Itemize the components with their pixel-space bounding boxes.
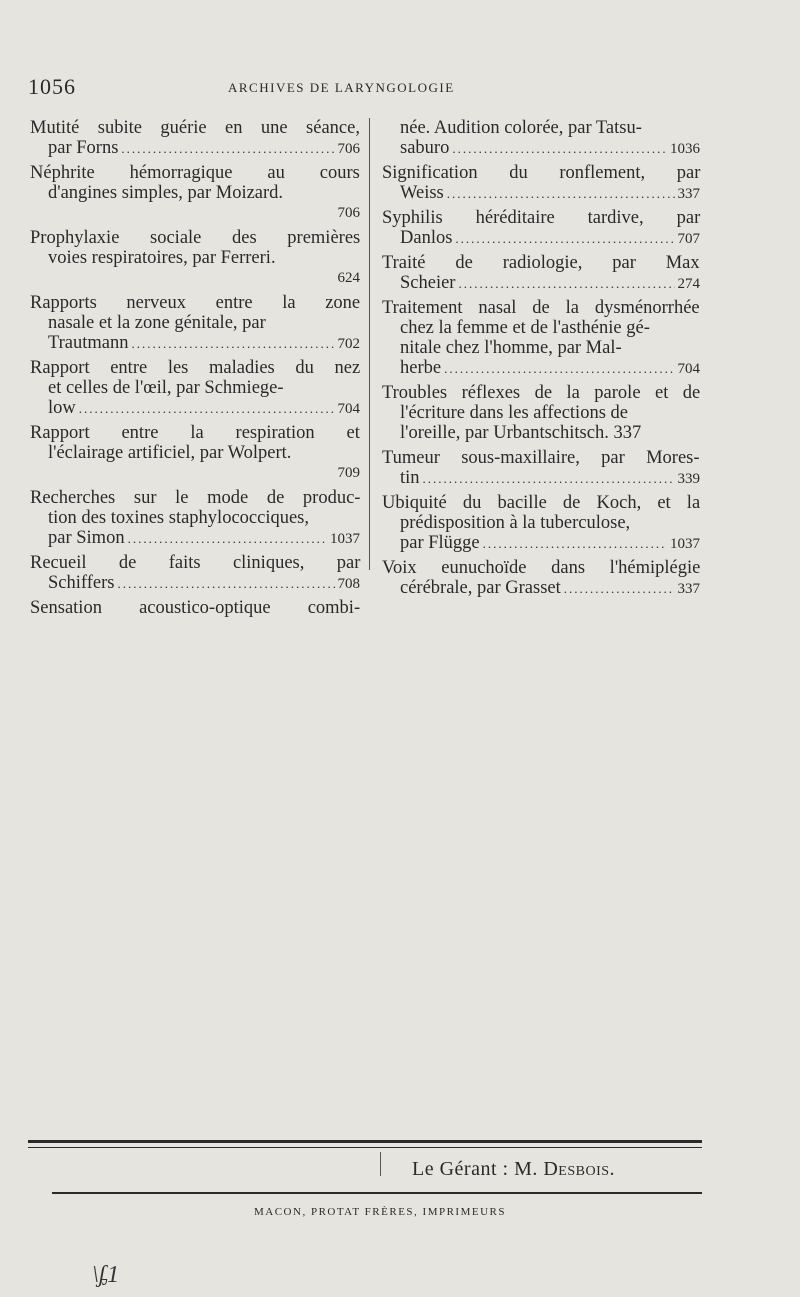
index-entry [30,118,360,158]
entry-text: Syphilis héréditaire tardive, par [382,208,701,228]
index-entry [30,228,360,288]
dot-leader [117,574,334,594]
entry-text: par Simon [48,528,125,548]
entry-line [30,598,360,618]
entry-text: prédisposition à la tuberculose, [400,513,631,533]
imprint-rule [52,1192,702,1194]
page-reference: 702 [337,336,360,352]
dot-leader [452,139,667,159]
entry-line [382,118,700,138]
dot-leader [444,359,674,379]
dot-leader [79,399,335,419]
entry-text: Danlos [400,228,453,248]
entry-text: Schiffers [48,573,115,593]
index-entry [30,488,360,548]
index-entry [30,358,360,418]
dot-leader [128,529,327,549]
entry-line [382,468,700,488]
page-reference: 624 [337,270,360,286]
index-entry [30,598,360,618]
entry-text: tion des toxines staphylococciques, [48,508,310,528]
entry-line [382,273,700,293]
gerant-prefix: Le Gérant : M. [412,1158,544,1180]
entry-line [30,358,360,378]
entry-line [30,378,360,398]
page-reference: 337 [677,186,700,202]
entry-line [382,138,700,158]
entry-text: Tumeur sous-maxillaire, par Mores- [382,448,700,468]
entry-text: voies respiratoires, par Ferreri. [48,248,276,268]
entry-text: d'angines simples, par Moizard. [48,183,284,203]
entry-text: Ubiquité du bacille de Koch, et la [382,493,701,513]
index-entry [30,293,360,353]
entry-line [382,533,700,553]
entry-text: Troubles réflexes de la parole et de [382,383,701,403]
entry-text: nitale chez l'homme, par Mal- [400,338,622,358]
gerant-line [412,1158,615,1181]
entry-text: Mutité subite guérie en une séance, [30,118,360,138]
index-column-left [30,118,360,623]
index-entry [30,423,360,483]
entry-text: herbe [400,358,442,378]
entry-line [382,403,700,423]
index-entry [382,298,700,378]
page-reference: 707 [677,231,700,247]
page-reference: 337 [677,581,700,597]
entry-text: Traitement nasal de la dysménorrhée [382,298,700,318]
page-number: 1056 [28,74,76,99]
entry-line [382,228,700,248]
entry-text: cérébrale, par Grasset [400,578,561,598]
page-reference: 1037 [330,531,360,547]
entry-line [30,333,360,353]
entry-line [382,358,700,378]
footer-rule-thick [28,1140,702,1143]
entry-text: tin [400,468,420,488]
entry-text: l'oreille, par Urbantschitsch. 337 [400,423,642,443]
index-entry [382,493,700,553]
entry-line [30,398,360,418]
entry-text: Weiss [400,183,444,203]
index-entry [382,163,700,203]
entry-line [382,253,700,273]
dot-leader [121,139,334,159]
entry-text: et celles de l'œil, par Schmiege- [48,378,284,398]
page-reference: 1036 [670,141,700,157]
entry-text: Traité de radiologie, par Max [382,253,700,273]
entry-line [382,423,700,443]
index-entry [382,208,700,248]
entry-line [30,268,360,288]
entry-text: par Flügge [400,533,480,553]
entry-line [30,508,360,528]
entry-line [382,338,700,358]
entry-text: Recueil de faits cliniques, par [30,553,361,573]
entry-line [30,423,360,443]
entry-line [382,578,700,598]
entry-line [382,298,700,318]
dot-leader [423,469,675,489]
dot-leader [455,229,674,249]
page-reference: 339 [677,471,700,487]
entry-line [382,448,700,468]
page-reference: 709 [337,465,360,481]
entry-line [30,443,360,463]
entry-line [382,183,700,203]
column-divider [369,118,370,570]
entry-line [382,513,700,533]
page-reference: 706 [337,141,360,157]
entry-line [30,228,360,248]
entry-line [30,488,360,508]
entry-line [30,553,360,573]
entry-text: l'écriture dans les affections de [400,403,628,423]
entry-line [30,463,360,483]
entry-line [382,493,700,513]
index-entry [382,118,700,158]
entry-line [30,293,360,313]
entry-text: Trautmann [48,333,129,353]
entry-line [382,558,700,578]
entry-text: née. Audition colorée, par Tatsu- [400,118,642,138]
entry-line [30,138,360,158]
entry-text: chez la femme et de l'asthénie gé- [400,318,650,338]
page-reference: 704 [677,361,700,377]
entry-text: low [48,398,76,418]
entry-text: Néphrite hémorragique au cours [30,163,360,183]
index-entry [382,253,700,293]
handwritten-mark: \ᶋ1 [92,1262,120,1288]
entry-line [30,248,360,268]
entry-text: l'éclairage artificiel, par Wolpert. [48,443,292,463]
entry-line [382,163,700,183]
entry-line [382,208,700,228]
index-entry [382,383,700,443]
index-entry [30,163,360,223]
entry-text: par Forns [48,138,119,158]
entry-text: Sensation acoustico-optique combi- [30,598,361,618]
entry-line [30,163,360,183]
page-reference: 708 [337,576,360,592]
index-entry [30,553,360,593]
entry-text: Signification du ronflement, par [382,163,701,183]
entry-text: Rapport entre la respiration et [30,423,360,443]
entry-line [30,573,360,593]
index-column-right [382,118,700,603]
dot-leader [447,184,675,204]
entry-line [30,183,360,203]
entry-line [30,203,360,223]
page-header [28,74,700,104]
footer-rule-thin [28,1147,702,1148]
entry-line [30,528,360,548]
dot-leader [483,534,667,554]
page-reference: 1037 [670,536,700,552]
page-reference: 704 [337,401,360,417]
entry-line [30,313,360,333]
imprint-line: MACON, PROTAT FRÈRES, IMPRIMEURS [254,1206,506,1218]
index-entry [382,558,700,598]
entry-line [382,383,700,403]
footer-rule-short [380,1152,381,1176]
dot-leader [132,334,335,354]
index-entry [382,448,700,488]
page-reference: 274 [677,276,700,292]
entry-text: Voix eunuchoïde dans l'hémiplégie [382,558,701,578]
entry-text: saburo [400,138,450,158]
gerant-name: Desbois. [543,1158,616,1180]
entry-text: Prophylaxie sociale des premières [30,228,361,248]
entry-text: Recherches sur le mode de produc- [30,488,361,508]
entry-text: Rapport entre les maladies du nez [30,358,361,378]
entry-text: Rapports nerveux entre la zone [30,293,361,313]
entry-text: Scheier [400,273,456,293]
running-title: ARCHIVES DE LARYNGOLOGIE [228,80,455,95]
page-reference: 706 [337,205,360,221]
entry-line [382,318,700,338]
dot-leader [458,274,674,294]
entry-text: nasale et la zone génitale, par [48,313,266,333]
dot-leader [564,579,675,599]
entry-line [30,118,360,138]
